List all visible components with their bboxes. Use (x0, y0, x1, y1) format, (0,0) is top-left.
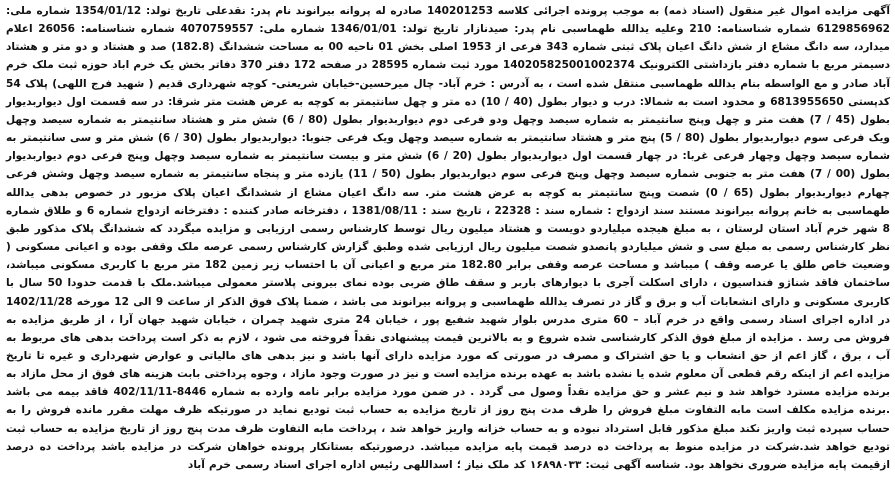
auction-notice-text: آگهی مزایده اموال غیر منقول (اسناد ذمه) به موجب پرونده اجرائی کلاسه 140201253 صادره له پروانه بیرانوند نام پدر: نقدعلی تاریخ تولد: 1354/01/12 شماره ملی: 6129856962 شماره شناسنامه: 210 وعلیه یدالله طهماسبی نام پدر: صیدنازار تاریخ تولد: 1346/01/01 شماره ملی: 4070759557 شماره شناسنامه: 26056 اعلام میدارد، سه دانگ مشاع از شش دانگ اعیان پلاک ثبتی شماره 343 فرعی از 1953 اصلی بخش 01 ناحیه 00 به مساحت ششدانگ (182.8) صد و هشتاد و دو متر و هشتاد دسیمتر مربع با شماره دفتر بازداشتی الکترونیک 140205825001002374 مورد ثبت شماره 28595 در صفحه 172 دفتر 370 دفاتر بخش یک خرم اباد حوزه ثبت ملک خرم آباد صادر و مع الواسطه بنام یدالله طهماسبی منتقل شده است ، به آدرس : خرم آباد- چال میرحسین-خیابان شریعتی- کوچه شهرداری قدیم ( شهید فرج اللهی) پلاک 54 کدپستی 6813955650 و محدود است به شمالا: درب و دیوار بطول (40 / 10) ده متر و چهل سانتیمتر به کوچه به عرض هشت متر شرقا: در سه قسمت اول دیواربدیوار بطول (45 / 7) هفت متر و چهل وپنج سانتیمتر به شماره سیصد وچهل ودو فرعی دوم دیواربدیوار بطول (80 / 6) شش متر و هشتاد سانتیمتر به شماره سیصد وچهل ویک فرعی سوم دیواربدیوار بطول (80 / 5) پنج متر و هشتاد سانتیمتر به شماره سیصد وچهل ویک فرعی جنوبا: دیواربدیوار بطول (30 / 6) شش متر و سی سانتیمتر به شماره سیصد وچهل وچهار فرعی غربا: در چهار قسمت اول دیواربدیوار بطول (20 / 6) شش متر و بیست سانتیمتر به شماره سیصد وچهل وپنج فرعی دوم دیواربدیوار بطول (00 / 7) هفت متر به جنوبی شماره سیصد وچهل وپنج فرعی سوم دیواربدیوار بطول (50 / 11) یازده متر و پنجاه سانتیمتر به شماره سیصد وچهل وشش فرعی چهارم دیواربدیوار بطول (65 / 0) شصت وپنج سانتیمتر به کوچه به عرض هشت متر. سه دانگ اعیان مشاع از ششدانگ اعیان پلاک مزبور در خصوص بدهی یدالله طهماسبی به خانم پروانه بیرانوند مستند سند ازدواج : شماره سند : 22328 ، تاریخ سند : 1381/08/11 ، دفترخانه صادر کننده : دفترخانه ازدواج شماره 6 و طلاق شماره 8 شهر خرم آباد استان لرستان ، به مبلغ هیجده میلیاردو دویست و هشتاد میلیون ریال توسط کارشناس رسمی ارزیابی و مزایده میگردد که ششدانگ پلاک مذکور طبق نظر کارشناس رسمی به مبلغ سی و شش میلیاردو پانصدو شصت میلیون ریال ارزیابی شده وطبق گزارش کارشناس رسمی عرصه ملک وقفی بوده و اعیانی مسکونی ( وضعیت خاص طلق یا عرصه وقف ) میباشد و مساحت عرصه وقفی برابر 182.80 متر مربع و اعیانی آن با احتساب زیر زمین 182 متر مربع با کاربری مسکونی میباشد، ساختمان فاقد شناژو فنداسیون ، دارای اسکلت آجری با دیوارهای باربر و سقف طاق ضربی بوده نمای بیرونی پلاستر معمولی میباشد.ملک با قدمت حدودا 50 سال با کاربری مسکونی و دارای انشعابات آب و برق و گاز در تصرف یدالله طهماسبی و پروانه بیرانوند می باشد ، ضمنا پلاک فوق الذکر از ساعت 9 الی 12 مورخه 1402/11/28 در اداره اجرای اسناد رسمی واقع در خرم آباد – 60 متری مدرس بلوار شهید شفیع پور ، خیابان 24 متری شهید چمران ، خیابان شهید جهان آرا ، از طریق مزایده به فروش می رسد . مزایده از مبلغ فوق الذکر کارشناسی شده شروع و به بالاترین قیمت پیشنهادی نقداً فروخته می شود ، لازم به ذکر است پرداخت بدهی های مربوط به آب ، برق ، گاز اعم از حق انشعاب و یا حق اشتراک و مصرف در صورتی که مورد مزایده دارای آنها باشد و نیز بدهی های مالیاتی و عوارض شهرداری و غیره تا تاریخ مزایده اعم از اینکه رقم قطعی آن معلوم شده یا نشده باشد به عهده برنده مزایده است و نیز در صورت وجود مازاد ، وجوه پرداختی بابت هزینه های فوق از محل مازاد به برنده مزایده مسترد خواهد شد و نیم عشر و حق مزایده نقداً وصول می گردد . در ضمن مورد مزایده برابر نامه وارده به شماره 8446-402/11/11 فاقد بیمه می باشد .برنده مزایده مکلف است مابه التفاوت مبلغ فروش را ظرف مدت پنج روز از تاریخ مزایده به حساب ثبت تودیع نماید در صورتیکه ظرف مهلت مقرر مانده فروش را به حساب سپرده ثبت واریز نکند مبلغ مذکور قابل استرداد نبوده و به حساب خزانه واریز خواهد شد ، پرداخت مابه التفاوت ظرف مدت پنج روز از تاریخ مزایده به حساب ثبت تودیع خواهد شد.شرکت در مزایده منوط به پرداخت ده درصد قیمت پایه مزایده میباشد. درصورتیکه بستانکار پرونده خواهان شرکت در مزایده باشد پرداخت ده درصد ازقیمت پایه مزایده ضروری نخواهد بود. شناسه آگهی ثبت: ۱۶۸۹۸۰۳۳ کد ملک نیاز ؛ اسداللهی رئیس اداره اجرای اسناد رسمی خرم آباد (6, 5, 891, 471)
